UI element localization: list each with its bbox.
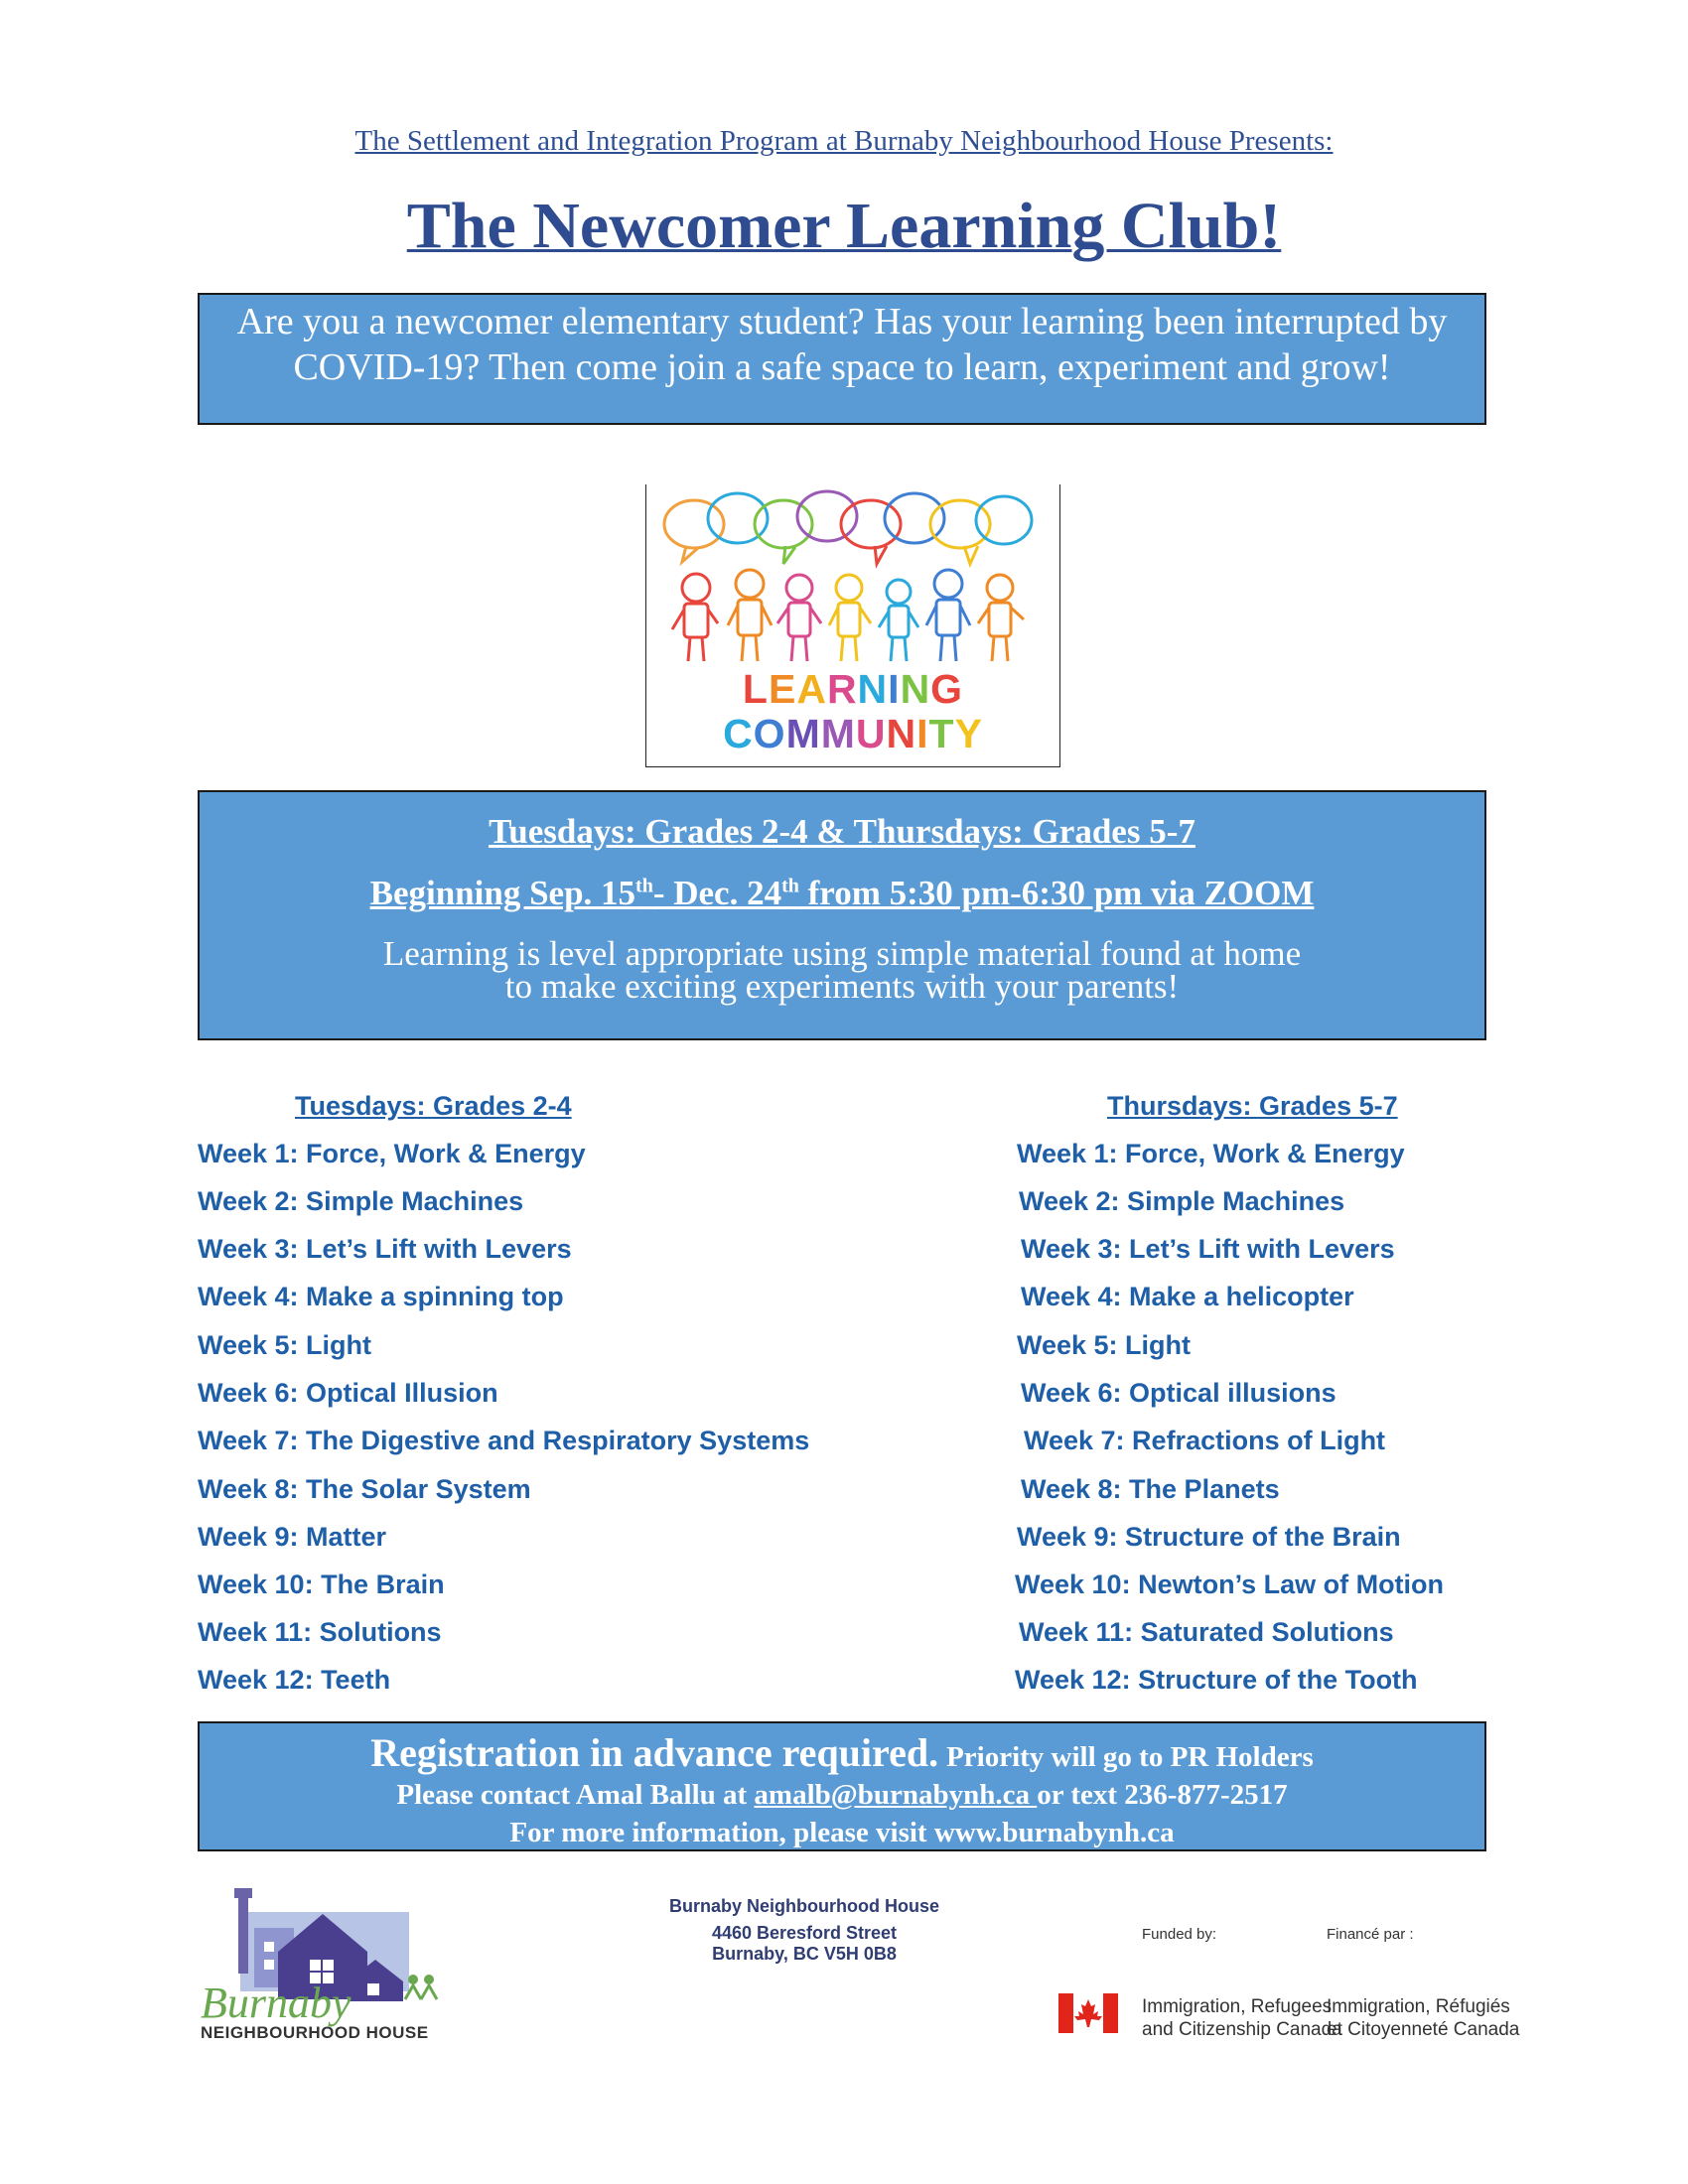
list-item: Week 8: The Solar System xyxy=(198,1474,531,1504)
list-item: Week 2: Simple Machines xyxy=(1019,1186,1345,1216)
intro-box xyxy=(198,293,1486,425)
learning-letter: N xyxy=(900,666,931,712)
community-letter: T xyxy=(928,711,955,756)
org-name: Burnaby Neighbourhood House xyxy=(669,1896,939,1916)
page-title: The Newcomer Learning Club! xyxy=(406,190,1282,262)
registration-info: For more information, please visit www.burnabynh.ca xyxy=(509,1817,1175,1848)
learning-letter: N xyxy=(857,666,889,712)
address-block xyxy=(616,1896,993,1965)
learning-community-logo xyxy=(645,484,1060,767)
list-item: Week 4: Make a spinning top xyxy=(198,1282,564,1311)
community-letter: U xyxy=(855,711,887,756)
logo-word-community xyxy=(646,711,1059,757)
list-item: Week 7: The Digestive and Respiratory Systems xyxy=(198,1426,810,1455)
community-letter: M xyxy=(785,711,821,756)
thursdays-heading: Thursdays: Grades 5-7 xyxy=(1107,1091,1398,1121)
registration-contact: Please contact Amal Ballu at amalb@burnabynh.ca or text 236-877-2517 xyxy=(396,1779,1288,1811)
finance-par-label: Financé par : xyxy=(1327,1926,1414,1943)
learning-letter: E xyxy=(768,666,797,712)
list-item: Week 11: Saturated Solutions xyxy=(1019,1617,1394,1647)
list-item: Week 1: Force, Work & Energy xyxy=(1017,1139,1405,1168)
list-item: Week 12: Structure of the Tooth xyxy=(1015,1665,1418,1695)
logo-wordmark: Burnaby xyxy=(201,1979,352,2027)
intro-line-1: Are you a newcomer elementary student? Has your learning been interrupted by xyxy=(236,301,1448,342)
learning-letter: A xyxy=(796,666,827,712)
community-letter: N xyxy=(886,711,917,756)
list-item: Week 5: Light xyxy=(1017,1330,1192,1360)
schedule-days: Tuesdays: Grades 2-4 & Thursdays: Grades 5-7 xyxy=(489,812,1196,851)
list-item: Week 4: Make a helicopter xyxy=(1021,1282,1354,1311)
community-letter: C xyxy=(723,711,754,756)
registration-box xyxy=(198,1721,1486,1851)
list-item: Week 6: Optical Illusion xyxy=(198,1378,498,1408)
ircc-french: Immigration, Réfugiés et Citoyenneté Canada xyxy=(1327,1996,1520,2040)
ircc-english: Immigration, Refugees and Citizenship Canada xyxy=(1142,1996,1342,2040)
presenter-line: The Settlement and Integration Program at Burnaby Neighbourhood House Presents: xyxy=(354,125,1334,157)
intro-line-2: COVID-19? Then come join a safe space to learn, experiment and grow! xyxy=(293,346,1391,388)
learning-letter: I xyxy=(888,666,901,712)
list-item: Week 9: Structure of the Brain xyxy=(1017,1522,1401,1552)
logo-word-learning xyxy=(646,666,1059,713)
funded-by-label: Funded by: xyxy=(1142,1926,1217,1943)
email-link[interactable]: amalb@burnabynh.ca xyxy=(754,1779,1038,1811)
schedule-dates: Beginning Sep. 15th- Dec. 24th from 5:30 pm-6:30 pm via ZOOM xyxy=(369,874,1315,912)
list-item: Week 1: Force, Work & Energy xyxy=(198,1139,586,1168)
canada-flag-icon xyxy=(1058,1993,1118,2033)
list-item: Week 8: The Planets xyxy=(1021,1474,1280,1504)
schedule-box xyxy=(198,790,1486,1040)
community-letter: M xyxy=(820,711,856,756)
list-item: Week 9: Matter xyxy=(198,1522,387,1552)
list-item: Week 2: Simple Machines xyxy=(198,1186,524,1216)
schedule-description: Learning is level appropriate using simple material found at home to make exciting experiments with your parents! xyxy=(382,934,1302,1006)
list-item: Week 7: Refractions of Light xyxy=(1024,1426,1386,1455)
learning-letter: L xyxy=(742,666,769,712)
list-item: Week 11: Solutions xyxy=(198,1617,442,1647)
address-street: 4460 Beresford Street xyxy=(711,1923,898,1943)
list-item: Week 12: Teeth xyxy=(198,1665,391,1695)
list-item: Week 6: Optical illusions xyxy=(1021,1378,1336,1408)
list-item: Week 3: Let’s Lift with Levers xyxy=(1021,1234,1395,1264)
tuesdays-heading: Tuesdays: Grades 2-4 xyxy=(295,1091,572,1121)
list-item: Week 10: The Brain xyxy=(198,1570,445,1599)
learning-letter: G xyxy=(930,666,964,712)
community-letter: Y xyxy=(954,711,983,756)
learning-letter: R xyxy=(826,666,858,712)
logo-subtitle: NEIGHBOURHOOD HOUSE xyxy=(201,2023,429,2042)
address-city: Burnaby, BC V5H 0B8 xyxy=(712,1944,897,1964)
children-speech-bubbles-illustration xyxy=(646,484,1061,683)
list-item: Week 5: Light xyxy=(198,1330,372,1360)
burnaby-neighbourhood-house-logo xyxy=(199,1882,457,2041)
community-letter: I xyxy=(916,711,929,756)
community-letter: O xyxy=(753,711,786,756)
list-item: Week 10: Newton’s Law of Motion xyxy=(1015,1570,1445,1599)
registration-headline: Registration in advance required. Priority will go to PR Holders xyxy=(370,1730,1314,1775)
list-item: Week 3: Let’s Lift with Levers xyxy=(198,1234,572,1264)
